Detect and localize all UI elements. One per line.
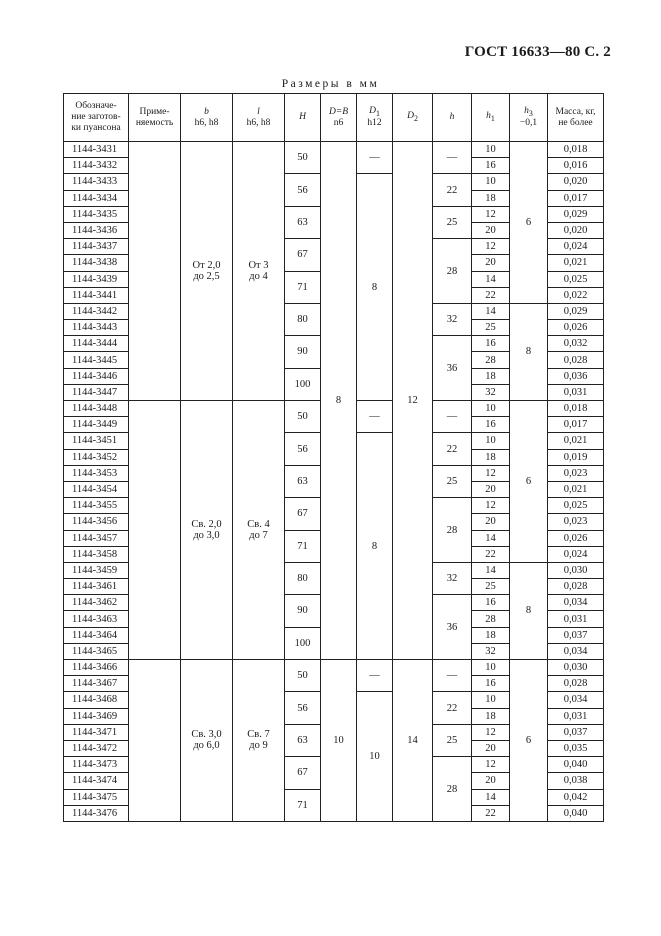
h1-cell: 12 (472, 757, 510, 773)
mass-cell: 0,034 (548, 595, 604, 611)
H-cell: 56 (285, 174, 321, 206)
h-cell: 22 (433, 174, 472, 206)
designation-cell: 1144-3466 (64, 660, 129, 676)
h1-cell: 16 (472, 676, 510, 692)
mass-cell: 0,031 (548, 611, 604, 627)
h-cell: 32 (433, 303, 472, 335)
l-cell: Св. 7 до 9 (233, 660, 285, 822)
mass-cell: 0,019 (548, 449, 604, 465)
h-cell: 36 (433, 336, 472, 401)
designation-cell: 1144-3449 (64, 417, 129, 433)
col-h-header: h (433, 94, 472, 142)
designation-cell: 1144-3435 (64, 206, 129, 222)
mass-cell: 0,028 (548, 579, 604, 595)
mass-cell: 0,037 (548, 627, 604, 643)
designation-cell: 1144-3467 (64, 676, 129, 692)
h1-cell: 22 (472, 546, 510, 562)
H-cell: 100 (285, 627, 321, 659)
h1-cell: 10 (472, 433, 510, 449)
designation-cell: 1144-3439 (64, 271, 129, 287)
designation-cell: 1144-3442 (64, 303, 129, 319)
H-cell: 71 (285, 530, 321, 562)
mass-cell: 0,036 (548, 368, 604, 384)
h3-cell: 6 (510, 660, 548, 822)
page-header: ГОСТ 16633—80 С. 2 (464, 44, 611, 60)
D1-cell: 10 (357, 692, 393, 822)
l-cell: Св. 4 до 7 (233, 401, 285, 660)
h-cell: 32 (433, 562, 472, 594)
mass-cell: 0,016 (548, 158, 604, 174)
dimensions-table (63, 93, 604, 822)
mass-cell: 0,042 (548, 789, 604, 805)
designation-cell: 1144-3453 (64, 465, 129, 481)
h1-cell: 14 (472, 789, 510, 805)
h1-cell: 10 (472, 142, 510, 158)
h1-cell: 20 (472, 481, 510, 497)
H-cell: 90 (285, 595, 321, 627)
h1-cell: 25 (472, 579, 510, 595)
designation-cell: 1144-3465 (64, 643, 129, 659)
designation-cell: 1144-3434 (64, 190, 129, 206)
table-row (64, 142, 604, 158)
b-cell: Св. 3,0 до 6,0 (181, 660, 233, 822)
h1-cell: 16 (472, 595, 510, 611)
h1-cell: 14 (472, 271, 510, 287)
header-row (64, 94, 604, 142)
h1-cell: 18 (472, 190, 510, 206)
h1-cell: 14 (472, 530, 510, 546)
mass-cell: 0,018 (548, 142, 604, 158)
h-cell: 36 (433, 595, 472, 660)
mass-cell: 0,035 (548, 740, 604, 756)
h1-cell: 25 (472, 320, 510, 336)
mass-cell: 0,040 (548, 757, 604, 773)
designation-cell: 1144-3457 (64, 530, 129, 546)
mass-cell: 0,030 (548, 660, 604, 676)
designation-cell: 1144-3476 (64, 805, 129, 821)
mass-cell: 0,024 (548, 239, 604, 255)
designation-cell: 1144-3462 (64, 595, 129, 611)
H-cell: 67 (285, 757, 321, 789)
h-cell: 28 (433, 757, 472, 822)
H-cell: 63 (285, 206, 321, 238)
H-cell: 71 (285, 271, 321, 303)
mass-cell: 0,023 (548, 465, 604, 481)
applicability-block-cell (129, 142, 181, 401)
h1-cell: 16 (472, 336, 510, 352)
designation-cell: 1144-3455 (64, 498, 129, 514)
mass-cell: 0,021 (548, 255, 604, 271)
D1-cell: — (357, 660, 393, 692)
table-row (64, 660, 604, 676)
designation-cell: 1144-3471 (64, 724, 129, 740)
H-cell: 80 (285, 303, 321, 335)
h1-cell: 12 (472, 498, 510, 514)
col-h1-header: $h_1$ (472, 94, 510, 142)
h1-cell: 12 (472, 206, 510, 222)
h1-cell: 10 (472, 401, 510, 417)
D2-cell: 12 (393, 142, 433, 660)
h1-cell: 18 (472, 449, 510, 465)
mass-cell: 0,034 (548, 643, 604, 659)
h1-cell: 18 (472, 708, 510, 724)
H-cell: 56 (285, 692, 321, 724)
mass-cell: 0,017 (548, 190, 604, 206)
designation-cell: 1144-3445 (64, 352, 129, 368)
mass-cell: 0,017 (548, 417, 604, 433)
H-cell: 90 (285, 336, 321, 368)
designation-cell: 1144-3431 (64, 142, 129, 158)
designation-cell: 1144-3458 (64, 546, 129, 562)
D1-cell: — (357, 401, 393, 433)
h1-cell: 16 (472, 417, 510, 433)
mass-cell: 0,031 (548, 384, 604, 400)
mass-cell: 0,030 (548, 562, 604, 578)
H-cell: 71 (285, 789, 321, 821)
col-h3-header: $h_3$ −0,1 (510, 94, 548, 142)
designation-cell: 1144-3474 (64, 773, 129, 789)
h1-cell: 28 (472, 352, 510, 368)
designation-cell: 1144-3469 (64, 708, 129, 724)
H-cell: 67 (285, 239, 321, 271)
mass-cell: 0,024 (548, 546, 604, 562)
h-cell: — (433, 142, 472, 174)
col-applicability-header: Приме- няемость (129, 94, 181, 142)
mass-cell: 0,031 (548, 708, 604, 724)
H-cell: 50 (285, 660, 321, 692)
h-cell: 25 (433, 724, 472, 756)
h1-cell: 20 (472, 255, 510, 271)
H-cell: 50 (285, 142, 321, 174)
h-cell: 25 (433, 465, 472, 497)
D-cell: 10 (321, 660, 357, 822)
l-cell: От 3 до 4 (233, 142, 285, 401)
h1-cell: 16 (472, 158, 510, 174)
D1-cell: — (357, 142, 393, 174)
table-body (64, 142, 604, 822)
designation-cell: 1144-3452 (64, 449, 129, 465)
h1-cell: 20 (472, 222, 510, 238)
designation-cell: 1144-3475 (64, 789, 129, 805)
mass-cell: 0,020 (548, 174, 604, 190)
mass-cell: 0,023 (548, 514, 604, 530)
h3-cell: 6 (510, 142, 548, 304)
table-caption: Размеры в мм (281, 78, 380, 90)
mass-cell: 0,022 (548, 287, 604, 303)
h1-cell: 18 (472, 627, 510, 643)
col-D1-header: $D_1$ h12 (357, 94, 393, 142)
h1-cell: 32 (472, 643, 510, 659)
h1-cell: 12 (472, 724, 510, 740)
h1-cell: 28 (472, 611, 510, 627)
designation-cell: 1144-3447 (64, 384, 129, 400)
H-cell: 50 (285, 401, 321, 433)
designation-cell: 1144-3436 (64, 222, 129, 238)
mass-cell: 0,028 (548, 676, 604, 692)
h1-cell: 10 (472, 660, 510, 676)
mass-cell: 0,018 (548, 401, 604, 417)
designation-cell: 1144-3441 (64, 287, 129, 303)
h3-cell: 8 (510, 562, 548, 659)
h-cell: 22 (433, 433, 472, 465)
h1-cell: 14 (472, 562, 510, 578)
H-cell: 67 (285, 498, 321, 530)
h1-cell: 14 (472, 303, 510, 319)
h-cell: — (433, 660, 472, 692)
designation-cell: 1144-3459 (64, 562, 129, 578)
D1-cell: 8 (357, 433, 393, 660)
h1-cell: 20 (472, 773, 510, 789)
h1-cell: 20 (472, 514, 510, 530)
mass-cell: 0,032 (548, 336, 604, 352)
h-cell: — (433, 401, 472, 433)
h-cell: 22 (433, 692, 472, 724)
designation-cell: 1144-3437 (64, 239, 129, 255)
applicability-block-cell (129, 401, 181, 660)
H-cell: 100 (285, 368, 321, 400)
mass-cell: 0,038 (548, 773, 604, 789)
h1-cell: 20 (472, 740, 510, 756)
mass-cell: 0,028 (548, 352, 604, 368)
col-D-header: D=B n6 (321, 94, 357, 142)
mass-cell: 0,021 (548, 433, 604, 449)
designation-cell: 1144-3456 (64, 514, 129, 530)
col-H-header: H (285, 94, 321, 142)
designation-cell: 1144-3444 (64, 336, 129, 352)
H-cell: 56 (285, 433, 321, 465)
h1-cell: 12 (472, 465, 510, 481)
mass-cell: 0,025 (548, 271, 604, 287)
applicability-block-cell (129, 660, 181, 822)
h-cell: 25 (433, 206, 472, 238)
designation-cell: 1144-3468 (64, 692, 129, 708)
designation-cell: 1144-3443 (64, 320, 129, 336)
H-cell: 63 (285, 724, 321, 756)
designation-cell: 1144-3461 (64, 579, 129, 595)
h1-cell: 22 (472, 805, 510, 821)
designation-cell: 1144-3432 (64, 158, 129, 174)
col-designation-header: Обозначе- ние заготов- ки пуансона (64, 94, 129, 142)
h1-cell: 22 (472, 287, 510, 303)
designation-cell: 1144-3463 (64, 611, 129, 627)
mass-cell: 0,029 (548, 303, 604, 319)
mass-cell: 0,025 (548, 498, 604, 514)
h3-cell: 8 (510, 303, 548, 400)
mass-cell: 0,026 (548, 530, 604, 546)
mass-cell: 0,034 (548, 692, 604, 708)
H-cell: 63 (285, 465, 321, 497)
b-cell: Св. 2,0 до 3,0 (181, 401, 233, 660)
mass-cell: 0,021 (548, 481, 604, 497)
b-cell: От 2,0 до 2,5 (181, 142, 233, 401)
col-b-header: b h6, h8 (181, 94, 233, 142)
mass-cell: 0,037 (548, 724, 604, 740)
designation-cell: 1144-3473 (64, 757, 129, 773)
designation-cell: 1144-3451 (64, 433, 129, 449)
H-cell: 80 (285, 562, 321, 594)
designation-cell: 1144-3446 (64, 368, 129, 384)
col-D2-header: $D_2$ (393, 94, 433, 142)
mass-cell: 0,040 (548, 805, 604, 821)
designation-cell: 1144-3454 (64, 481, 129, 497)
D-cell: 8 (321, 142, 357, 660)
D1-cell: 8 (357, 174, 393, 401)
designation-cell: 1144-3448 (64, 401, 129, 417)
mass-cell: 0,020 (548, 222, 604, 238)
h1-cell: 10 (472, 692, 510, 708)
designation-cell: 1144-3472 (64, 740, 129, 756)
designation-cell: 1144-3464 (64, 627, 129, 643)
h-cell: 28 (433, 498, 472, 563)
mass-cell: 0,026 (548, 320, 604, 336)
h1-cell: 18 (472, 368, 510, 384)
designation-cell: 1144-3438 (64, 255, 129, 271)
h1-cell: 10 (472, 174, 510, 190)
col-mass-header: Масса, кг, не более (548, 94, 604, 142)
h1-cell: 12 (472, 239, 510, 255)
col-l-header: l h6, h8 (233, 94, 285, 142)
h1-cell: 32 (472, 384, 510, 400)
D2-cell: 14 (393, 660, 433, 822)
h3-cell: 6 (510, 401, 548, 563)
h-cell: 28 (433, 239, 472, 304)
designation-cell: 1144-3433 (64, 174, 129, 190)
mass-cell: 0,029 (548, 206, 604, 222)
